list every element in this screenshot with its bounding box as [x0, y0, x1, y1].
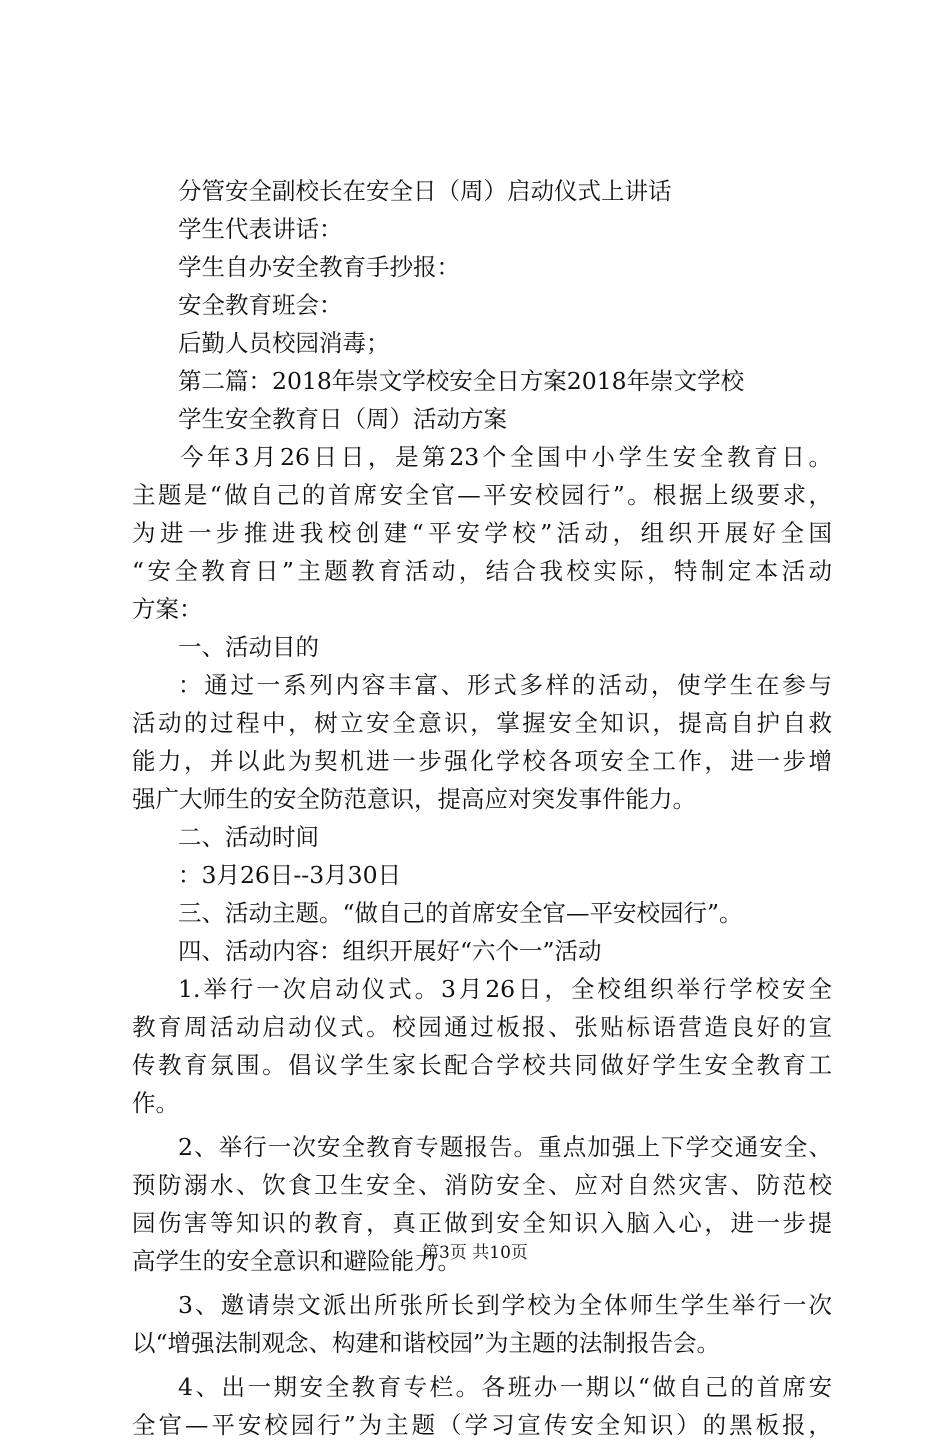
text-line: 主题是“做自己的首席安全官—平安校园行”。根据上级要求，	[132, 481, 832, 509]
text-line: 后勤人员校园消毒；	[178, 329, 390, 357]
text-line: 以“增强法制观念、构建和谐校园”为主题的法制报告会。	[132, 1329, 721, 1357]
text-line: 今年3月26日日，是第23个全国中小学生安全教育日。	[180, 443, 832, 471]
text-line: 传教育氛围。倡议学生家长配合学校共同做好学生安全教育工	[132, 1051, 832, 1079]
text-line: ：通过一系列内容丰富、形式多样的活动，使学生在参与	[178, 671, 832, 699]
text-line: 为进一步推进我校创建“平安学校”活动，组织开展好全国	[132, 519, 832, 547]
text-line: 二、活动时间	[178, 823, 319, 851]
text-line: 方案：	[132, 595, 203, 623]
text-line: 全官—平安校园行”为主题（学习宣传安全知识）的黑板报，	[132, 1411, 832, 1439]
text-line: 2、举行一次安全教育专题报告。重点加强上下学交通安全、	[178, 1133, 832, 1161]
text-line: 高学生的安全意识和避险能力。	[132, 1247, 461, 1275]
text-line: 学生安全教育日（周）活动方案	[178, 405, 507, 433]
text-line: 作。	[132, 1089, 179, 1117]
text-line: 预防溺水、饮食卫生安全、消防安全、应对自然灾害、防范校	[132, 1171, 832, 1199]
text-line: 一、活动目的	[178, 633, 319, 661]
text-line: ：3月26日--3月30日	[178, 861, 402, 889]
text-line: 园伤害等知识的教育，真正做到安全知识入脑入心，进一步提	[132, 1209, 832, 1237]
text-line: 第二篇：2018年崇文学校安全日方案2018年崇文学校	[178, 367, 745, 395]
text-line: 强广大师生的安全防范意识，提高应对突发事件能力。	[132, 785, 696, 813]
text-line: 三、活动主题。“做自己的首席安全官—平安校园行”。	[178, 899, 743, 927]
text-line: 分管安全副校长在安全日（周）启动仪式上讲话	[178, 177, 672, 205]
text-line: 3、邀请崇文派出所张所长到学校为全体师生学生举行一次	[178, 1291, 832, 1319]
text-line: 1.举行一次启动仪式。3月26日，全校组织举行学校安全	[178, 975, 832, 1003]
text-line: 教育周活动启动仪式。校园通过板报、张贴标语营造良好的宣	[132, 1013, 832, 1041]
text-line: 四、活动内容：组织开展好“六个一”活动	[178, 937, 602, 965]
page-footer: 第3页 共10页	[422, 1243, 528, 1263]
text-line: 4、出一期安全教育专栏。各班办一期以“做自己的首席安	[178, 1373, 832, 1401]
text-line: 学生代表讲话：	[178, 215, 343, 243]
text-line: 学生自办安全教育手抄报：	[178, 253, 460, 281]
text-line: “安全教育日”主题教育活动，结合我校实际，特制定本活动	[132, 557, 832, 585]
text-line: 活动的过程中，树立安全意识，掌握安全知识，提高自护自救	[132, 709, 832, 737]
text-line: 安全教育班会：	[178, 291, 343, 319]
text-line: 能力，并以此为契机进一步强化学校各项安全工作，进一步增	[132, 747, 832, 775]
